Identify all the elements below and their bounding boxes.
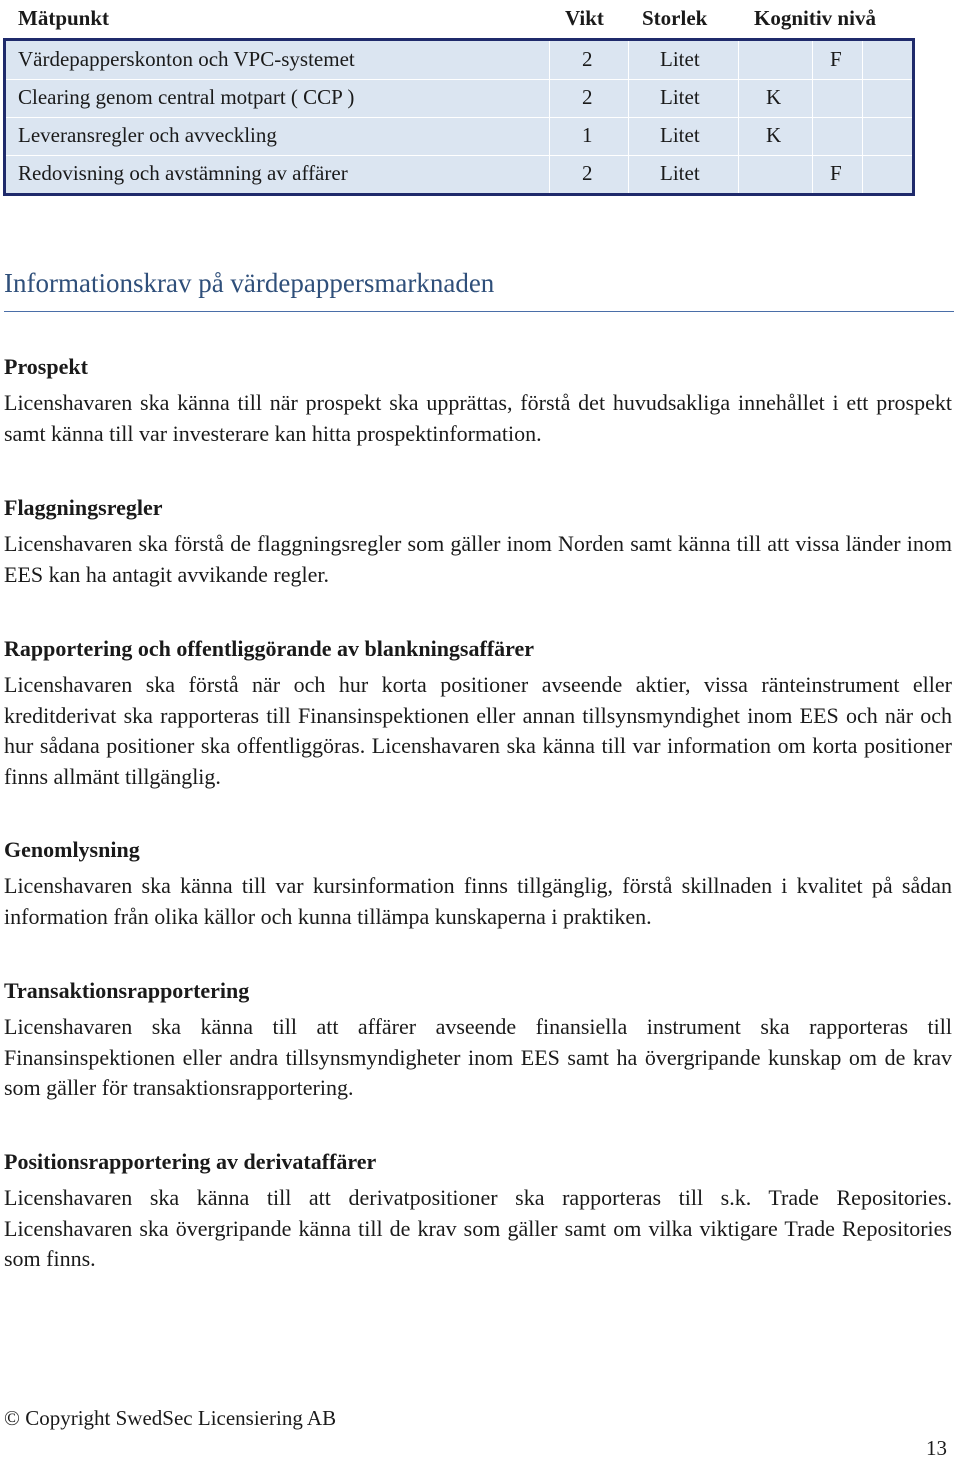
section-positionsrapportering bbox=[4, 1147, 952, 1275]
cell-vikt: 2 bbox=[582, 85, 593, 109]
section-blankning bbox=[4, 634, 952, 792]
cell-kognitiv-f: F bbox=[830, 47, 842, 71]
table-row bbox=[6, 117, 912, 155]
cell-matpunkt: Leveransregler och avveckling bbox=[18, 123, 277, 147]
cell-storlek: Litet bbox=[660, 85, 700, 109]
section-genomlysning bbox=[4, 835, 952, 932]
section-title: Informationskrav på värdepappersmarknaden bbox=[4, 268, 954, 312]
section-heading: Flaggningsregler bbox=[4, 495, 163, 520]
section-heading: Transaktionsrapportering bbox=[4, 978, 250, 1003]
cell-matpunkt: Värdepapperskonton och VPC-systemet bbox=[18, 47, 355, 71]
page-number: 13 bbox=[926, 1436, 947, 1460]
section-flaggningsregler bbox=[4, 493, 952, 590]
cell-vikt: 2 bbox=[582, 47, 593, 71]
section-transaktionsrapportering bbox=[4, 976, 952, 1104]
footer-copyright: © Copyright SwedSec Licensiering AB bbox=[4, 1406, 337, 1430]
cell-kognitiv-f: F bbox=[830, 161, 842, 185]
criteria-table bbox=[0, 0, 960, 185]
header-matpunkt: Mätpunkt bbox=[18, 6, 110, 30]
header-kognitiv-niva: Kognitiv nivå bbox=[754, 6, 876, 30]
section-heading: Prospekt bbox=[4, 354, 88, 379]
table-row bbox=[6, 155, 912, 193]
table-row bbox=[6, 79, 912, 117]
cell-kognitiv-k: K bbox=[766, 85, 782, 109]
section-body: Licenshavaren ska känna till att derivatpositioner ska rapporteras till s.k. Trade Repositories. Licenshavaren ska övergripande känna till de krav som gäller samt om vilka viktigare Trade Repositories som finns. bbox=[4, 1185, 952, 1271]
cell-storlek: Litet bbox=[660, 123, 700, 147]
section-heading: Positionsrapportering av derivataffärer bbox=[4, 1149, 377, 1174]
cell-vikt: 1 bbox=[582, 123, 593, 147]
section-prospekt bbox=[4, 352, 952, 449]
section-body: Licenshavaren ska förstå de flaggningsregler som gäller inom Norden samt känna till att vissa länder inom EES kan ha antagit avvikande regler. bbox=[4, 531, 952, 587]
header-storlek: Storlek bbox=[642, 6, 708, 30]
cell-kognitiv-k: K bbox=[766, 123, 782, 147]
table-header bbox=[0, 0, 960, 38]
section-heading: Genomlysning bbox=[4, 837, 140, 862]
cell-storlek: Litet bbox=[660, 161, 700, 185]
section-body: Licenshavaren ska förstå när och hur korta positioner avseende aktier, vissa ränteinstrument eller kreditderivat ska rapporteras till Finansinspektionen eller annan tillsynsmyndighet inom EES och när och hur sådana positioner ska offentliggöras. Licenshavaren ska känna till var information om korta positioner finns allmänt tillgänglig. bbox=[4, 672, 952, 789]
table-body bbox=[3, 38, 915, 196]
header-vikt: Vikt bbox=[565, 6, 604, 30]
table-row bbox=[6, 41, 912, 79]
section-body: Licenshavaren ska känna till att affärer avseende finansiella instrument ska rapporteras till Finansinspektionen eller andra tillsynsmyndigheter inom EES samt ha övergripande kunskap om de krav som gäller för transaktionsrapportering. bbox=[4, 1014, 952, 1100]
section-heading: Rapportering och offentliggörande av blankningsaffärer bbox=[4, 636, 535, 661]
cell-matpunkt: Redovisning och avstämning av affärer bbox=[18, 161, 348, 185]
section-body: Licenshavaren ska känna till var kursinformation finns tillgänglig, förstå skillnaden i kvalitet på sådan information från olika källor och kunna tillämpa kunskaperna i praktiken. bbox=[4, 873, 952, 929]
cell-matpunkt: Clearing genom central motpart ( CCP ) bbox=[18, 85, 355, 109]
cell-vikt: 2 bbox=[582, 161, 593, 185]
section-body: Licenshavaren ska känna till när prospekt ska upprättas, förstå det huvudsakliga innehållet i ett prospekt samt känna till var investerare kan hitta prospektinformation. bbox=[4, 390, 952, 446]
cell-storlek: Litet bbox=[660, 47, 700, 71]
